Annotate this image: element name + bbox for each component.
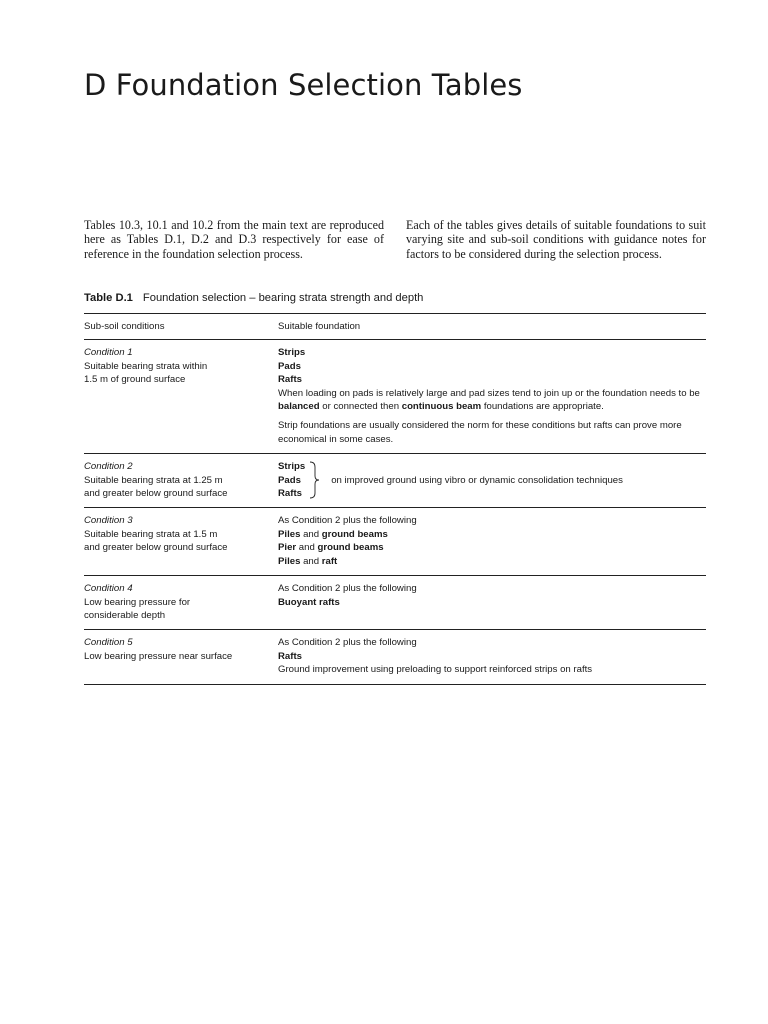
foundation-item: Piles and ground beams: [278, 528, 388, 540]
foundation-item: Strips: [278, 461, 306, 473]
condition-label: Condition 3: [84, 515, 133, 527]
table-row-condition-5: [84, 630, 706, 684]
right-brace-icon: [309, 461, 321, 499]
condition-description: and greater below ground surface: [84, 488, 228, 500]
table-row-condition-2: [84, 454, 706, 508]
guidance-note: Strip foundations are usually considered the norm for these conditions but rafts can prove more economical in some cases.: [278, 420, 682, 445]
condition-description: 1.5 m of ground surface: [84, 374, 186, 386]
condition-description: Low bearing pressure near surface: [84, 650, 233, 662]
foundation-item: Pads: [278, 360, 301, 372]
condition-label: Condition 1: [84, 347, 133, 359]
condition-intro: As Condition 2 plus the following: [278, 637, 417, 649]
table-label: Table D.1: [84, 292, 133, 304]
foundation-selection-table: [84, 313, 706, 685]
condition-description: Low bearing pressure for: [84, 596, 191, 608]
table-caption: [84, 292, 423, 304]
foundation-item: Rafts: [278, 650, 302, 662]
table-caption-text: Foundation selection – bearing strata strength and depth: [142, 292, 424, 304]
brace-note: on improved ground using vibro or dynamic consolidation techniques: [331, 474, 623, 486]
table-row-condition-4: [84, 576, 706, 630]
condition-description: considerable depth: [84, 609, 166, 621]
condition-description: Suitable bearing strata within: [84, 360, 208, 372]
foundation-item: Strips: [278, 347, 306, 359]
foundation-item: Pads: [278, 474, 301, 486]
condition-description: Suitable bearing strata at 1.5 m: [84, 528, 218, 540]
foundation-item: Pier and ground beams: [278, 542, 384, 554]
condition-intro: As Condition 2 plus the following: [278, 583, 417, 595]
header-suitable-foundation: Suitable foundation: [278, 321, 361, 332]
guidance-note: When loading on pads is relatively large and pad sizes tend to join up or the foundation needs to be balanced or connected then continuous beam foundations are appropriate.: [278, 387, 700, 413]
table-header-row: [84, 313, 706, 340]
guidance-note: Ground improvement using preloading to support reinforced strips on rafts: [278, 664, 593, 676]
condition-description: Suitable bearing strata at 1.25 m: [84, 474, 223, 486]
condition-intro: As Condition 2 plus the following: [278, 515, 417, 527]
table-row-condition-1: [84, 340, 706, 454]
header-subsoil-conditions: Sub-soil conditions: [84, 321, 165, 332]
table-row-condition-3: [84, 508, 706, 576]
foundation-item: Piles and raft: [278, 555, 338, 567]
foundation-item: Rafts: [278, 488, 302, 500]
condition-label: Condition 5: [84, 637, 133, 649]
condition-label: Condition 2: [84, 461, 133, 473]
page-title: D Foundation Selection Tables: [84, 68, 523, 102]
foundation-item: Rafts: [278, 374, 302, 386]
condition-description: and greater below ground surface: [84, 542, 228, 554]
condition-label: Condition 4: [84, 583, 133, 595]
intro-paragraph-left: Tables 10.3, 10.1 and 10.2 from the main text are reproduced here as Tables D.1, D.2 and D.3 respectively for ease of reference in the foundation selection process.: [84, 218, 384, 261]
intro-paragraph-right: Each of the tables gives details of suitable foundations to suit varying site and sub-soil conditions with guidance notes for factors to be considered during the selection process.: [406, 218, 706, 261]
foundation-item: Buoyant rafts: [278, 596, 340, 608]
